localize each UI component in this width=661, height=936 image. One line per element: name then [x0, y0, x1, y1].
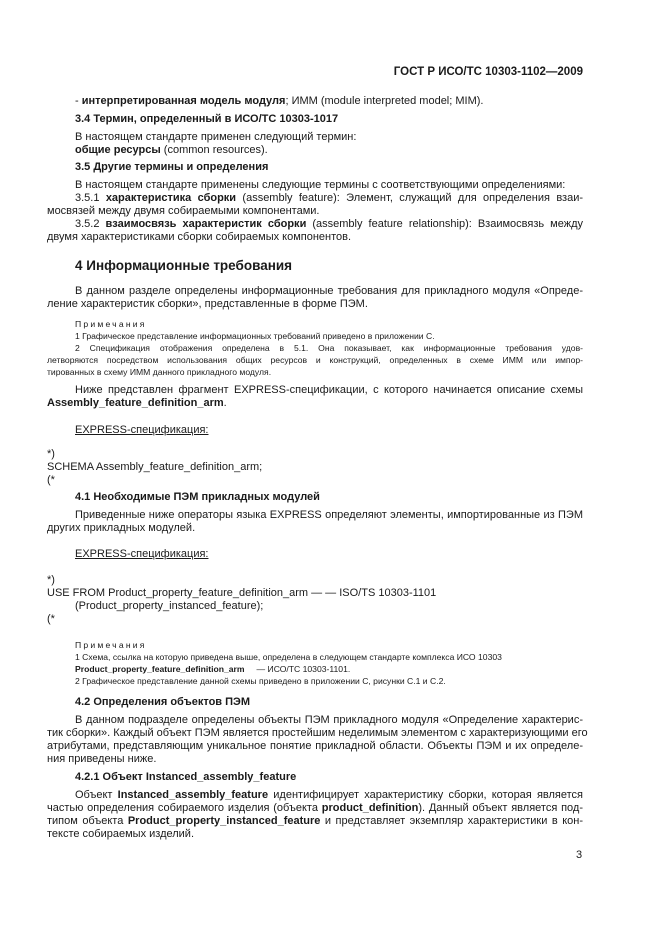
notes-heading: Примечания	[75, 640, 147, 650]
document-id-header: ГОСТ Р ИСО/ТС 10303-1102—2009	[393, 66, 583, 78]
note-line: Product_property_feature_definition_arm — ИСО/ТС 10303-1101.	[75, 664, 351, 674]
paragraph-line: тик сборки». Каждый объект ПЭМ является простейшим неделимым элементом с характеризующими его	[47, 727, 588, 739]
section-4-1-heading: 4.1 Необходимые ПЭМ прикладных модулей	[75, 491, 320, 503]
term-3-5-1: 3.5.1 характеристика сборки (assembly feature): Элемент, служащий для определения взаи-	[75, 192, 584, 204]
code-line: SCHEMA Assembly_feature_definition_arm;	[47, 461, 263, 473]
paragraph-line: типом объекта Product_property_instanced_feature и представляет экземпляр характеристики в кон-	[47, 815, 583, 827]
note-line: тированных в схему ИММ данного прикладного модуля.	[47, 367, 272, 377]
note-line: 1 Графическое представление информационных требований приведено в приложении С.	[75, 331, 435, 341]
paragraph-line: В данном разделе определены информационные требования для прикладного модуля «Опреде-	[75, 285, 583, 297]
paragraph-line: В настоящем стандарте применен следующий термин:	[75, 131, 357, 143]
paragraph-line: В настоящем стандарте применены следующие термины с соответствующими определениями:	[75, 179, 566, 191]
paragraph-line: ление характеристик сборки», представленные в форме ПЭМ.	[47, 298, 368, 310]
paragraph-line: Приведенные ниже операторы языка EXPRESS определяют элементы, импортированные из ПЭМ	[75, 509, 583, 521]
express-spec-label: EXPRESS-спецификация:	[75, 548, 209, 560]
definition-mim: - интерпретированная модель модуля; ИММ (module interpreted model; MIM).	[75, 95, 484, 107]
term-3-5-2: 3.5.2 взаимосвязь характеристик сборки (assembly feature relationship): Взаимосвязь между	[75, 218, 583, 230]
code-line: (*	[47, 474, 55, 486]
page-number: 3	[576, 849, 583, 861]
section-4-2-1-heading: 4.2.1 Объект Instanced_assembly_feature	[75, 771, 297, 783]
paragraph-line: мосвязей между двумя собираемыми компонентами.	[47, 205, 320, 217]
paragraph-line: двумя характеристиками сборки собираемых компонентов.	[47, 231, 352, 243]
section-4-heading: 4 Информационные требования	[75, 258, 293, 273]
paragraph-line: Объект Instanced_assembly_feature идентифицирует характеристику сборки, которая является	[75, 789, 583, 801]
note-line: 2 Спецификация отображения определена в 5.1. Она показывает, как информационные требования удов-	[75, 343, 583, 353]
paragraph-line: атрибутами, представляющим уникальное понятие прикладной области. Объекты ПЭМ и их определе-	[47, 740, 583, 752]
note-line: 2 Графическое представление данной схемы приведено в приложении С, рисунки С.1 и С.2.	[75, 676, 446, 686]
paragraph-line: Ниже представлен фрагмент EXPRESS-спецификации, с которого начинается описание схемы	[75, 384, 583, 396]
paragraph-line: частью определения собираемого изделия (объекта product_definition). Данный объект является под-	[47, 802, 583, 814]
code-line: (Product_property_instanced_feature);	[75, 600, 264, 612]
section-3-4-heading: 3.4 Термин, определенный в ИСО/ТС 10303-1017	[75, 113, 339, 125]
note-line: 1 Схема, ссылка на которую приведена выше, определена в следующем стандарте комплекса ИСО 10303	[75, 652, 502, 662]
code-line: USE FROM Product_property_feature_definition_arm — — ISO/TS 10303-1101	[47, 587, 437, 599]
notes-heading: Примечания	[75, 319, 147, 329]
section-4-2-heading: 4.2 Определения объектов ПЭМ	[75, 696, 251, 708]
paragraph-line: ния приведены ниже.	[47, 753, 157, 765]
code-line: (*	[47, 613, 55, 625]
paragraph-line: Assembly_feature_definition_arm.	[47, 397, 227, 409]
paragraph-line: тексте собираемых изделий.	[47, 828, 195, 840]
paragraph-line: других прикладных модулей.	[47, 522, 196, 534]
note-line: летворяются посредством использования общих ресурсов и конструкций, определенных в схеме ИММ или импор-	[47, 355, 583, 365]
code-line: *)	[47, 448, 55, 460]
section-3-5-heading: 3.5 Другие термины и определения	[75, 161, 269, 173]
express-spec-label: EXPRESS-спецификация:	[75, 424, 209, 436]
term-common-resources: общие ресурсы (common resources).	[75, 144, 268, 156]
code-line: *)	[47, 574, 55, 586]
paragraph-line: В данном подразделе определены объекты ПЭМ прикладного модуля «Определение характерис-	[75, 714, 583, 726]
